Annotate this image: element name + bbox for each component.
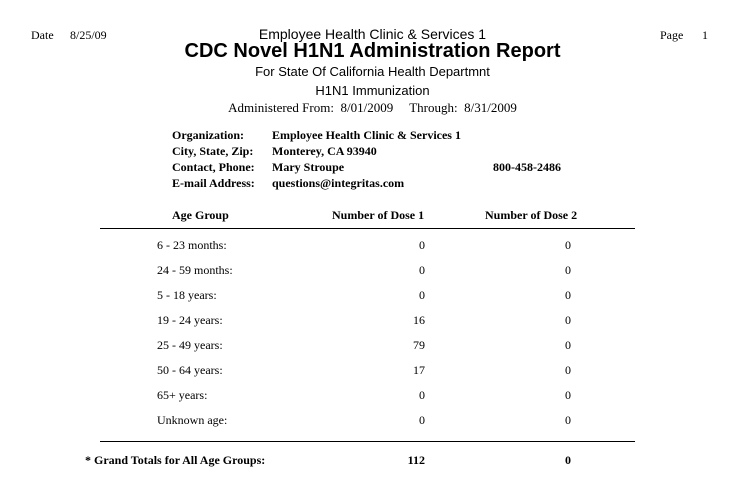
dose1-cell: 0 bbox=[419, 413, 425, 427]
grand-totals-label: * Grand Totals for All Age Groups: bbox=[85, 453, 266, 467]
city-state-zip-value: Monterey, CA 93940 bbox=[272, 144, 377, 158]
age-group-cell: 5 - 18 years: bbox=[157, 288, 217, 302]
date-label: Date bbox=[31, 28, 54, 42]
age-group-cell: 25 - 49 years: bbox=[157, 338, 223, 352]
dose1-cell: 0 bbox=[419, 388, 425, 402]
city-state-zip-label: City, State, Zip: bbox=[172, 144, 254, 158]
dose2-cell: 0 bbox=[565, 363, 571, 377]
totals-divider bbox=[100, 441, 635, 442]
report-title: CDC Novel H1N1 Administration Report bbox=[184, 40, 561, 62]
report-date: 8/25/09 bbox=[70, 28, 107, 42]
age-group-cell: 65+ years: bbox=[157, 388, 208, 402]
age-group-cell: 19 - 24 years: bbox=[157, 313, 223, 327]
contact-phone: 800-458-2486 bbox=[493, 160, 561, 174]
dose1-cell: 17 bbox=[413, 363, 425, 377]
dose2-cell: 0 bbox=[565, 263, 571, 277]
age-group-cell: 6 - 23 months: bbox=[157, 238, 227, 252]
dose2-cell: 0 bbox=[565, 313, 571, 327]
dose1-cell: 0 bbox=[419, 288, 425, 302]
age-group-cell: 50 - 64 years: bbox=[157, 363, 223, 377]
dose1-cell: 79 bbox=[413, 338, 425, 352]
dose2-cell: 0 bbox=[565, 413, 571, 427]
dose2-cell: 0 bbox=[565, 238, 571, 252]
grand-total-dose2: 0 bbox=[565, 453, 571, 467]
header-divider bbox=[100, 228, 635, 229]
dose1-cell: 0 bbox=[419, 263, 425, 277]
dose1-cell: 16 bbox=[413, 313, 425, 327]
column-header-dose2: Number of Dose 2 bbox=[485, 208, 578, 222]
dose2-cell: 0 bbox=[565, 388, 571, 402]
immunization-title: H1N1 Immunization bbox=[315, 83, 430, 98]
clinic-title: Employee Health Clinic & Services 1 bbox=[258, 26, 487, 42]
dose2-cell: 0 bbox=[565, 288, 571, 302]
age-group-cell: Unknown age: bbox=[157, 413, 228, 427]
administered-range: Administered From: 8/01/2009 Through: 8/31/2009 bbox=[228, 100, 517, 115]
contact-name: Mary Stroupe bbox=[272, 160, 345, 174]
contact-phone-label: Contact, Phone: bbox=[172, 160, 255, 174]
page-number: 1 bbox=[702, 28, 708, 42]
dose2-cell: 0 bbox=[565, 338, 571, 352]
email-label: E-mail Address: bbox=[172, 176, 255, 190]
organization-value: Employee Health Clinic & Services 1 bbox=[272, 128, 461, 142]
age-group-cell: 24 - 59 months: bbox=[157, 263, 233, 277]
dose1-cell: 0 bbox=[419, 238, 425, 252]
email-value: questions@integritas.com bbox=[272, 176, 405, 190]
page-label: Page bbox=[660, 28, 684, 42]
grand-total-dose1: 112 bbox=[407, 453, 425, 467]
report-subtitle: For State Of California Health Departmnt bbox=[255, 64, 490, 79]
column-header-age-group: Age Group bbox=[172, 208, 229, 222]
organization-label: Organization: bbox=[172, 128, 244, 142]
column-header-dose1: Number of Dose 1 bbox=[332, 208, 425, 222]
